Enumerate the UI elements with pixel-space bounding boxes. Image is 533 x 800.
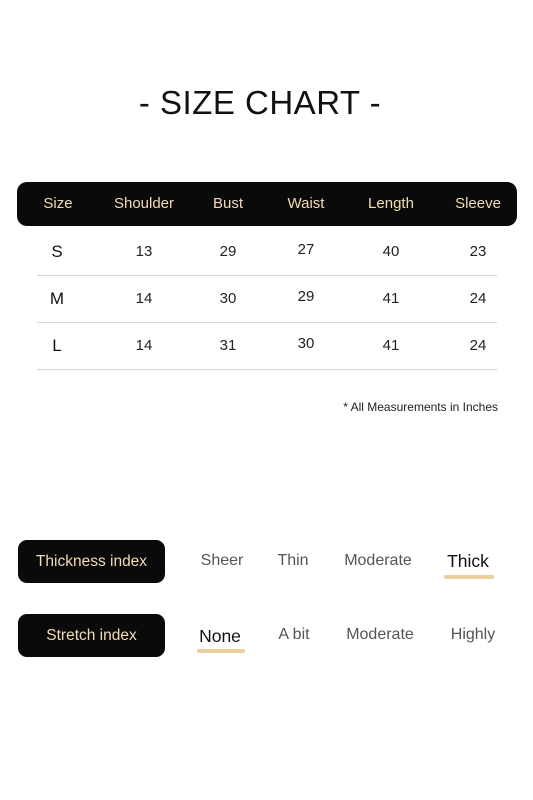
thickness-option-moderate: Moderate <box>344 552 412 569</box>
table-row <box>37 229 497 276</box>
thickness-option-sheer: Sheer <box>200 552 244 569</box>
cell-shoulder: 13 <box>135 243 153 260</box>
table-header <box>17 182 517 226</box>
cell-waist: 27 <box>297 241 315 258</box>
cell-sleeve: 24 <box>469 337 487 354</box>
cell-size: M <box>49 289 65 308</box>
cell-shoulder: 14 <box>135 337 153 354</box>
cell-sleeve: 24 <box>469 290 487 307</box>
header-waist: Waist <box>287 195 325 212</box>
header-bust: Bust <box>212 195 244 212</box>
cell-size: L <box>52 336 62 355</box>
stretch-option-highly: Highly <box>450 626 496 643</box>
page-title: - SIZE CHART - <box>138 84 382 121</box>
thickness-option-thin: Thin <box>277 552 309 569</box>
stretch-index-label: Stretch index <box>18 614 165 657</box>
stretch-option-none: None <box>199 626 241 646</box>
cell-sleeve: 23 <box>469 243 487 260</box>
cell-bust: 30 <box>219 290 237 307</box>
cell-bust: 31 <box>219 337 237 354</box>
thickness-selected-underline <box>444 575 494 579</box>
table-row <box>37 276 497 323</box>
measurement-note: * All Measurements in Inches <box>343 400 498 414</box>
cell-waist: 29 <box>297 288 315 305</box>
thickness-index-label: Thickness index <box>18 540 165 583</box>
header-length: Length <box>368 195 414 212</box>
cell-size: S <box>51 242 63 261</box>
header-size: Size <box>43 195 73 212</box>
cell-bust: 29 <box>219 243 237 260</box>
cell-length: 41 <box>382 337 400 354</box>
stretch-selected-underline <box>197 649 245 653</box>
cell-shoulder: 14 <box>135 290 153 307</box>
header-sleeve: Sleeve <box>455 195 501 212</box>
table-row <box>37 323 497 370</box>
stretch-option-moderate: Moderate <box>346 626 414 643</box>
stretch-option-a-bit: A bit <box>278 626 310 643</box>
thickness-option-thick: Thick <box>447 551 489 571</box>
header-shoulder: Shoulder <box>113 195 175 212</box>
cell-length: 41 <box>382 290 400 307</box>
cell-waist: 30 <box>297 335 315 352</box>
cell-length: 40 <box>382 243 400 260</box>
